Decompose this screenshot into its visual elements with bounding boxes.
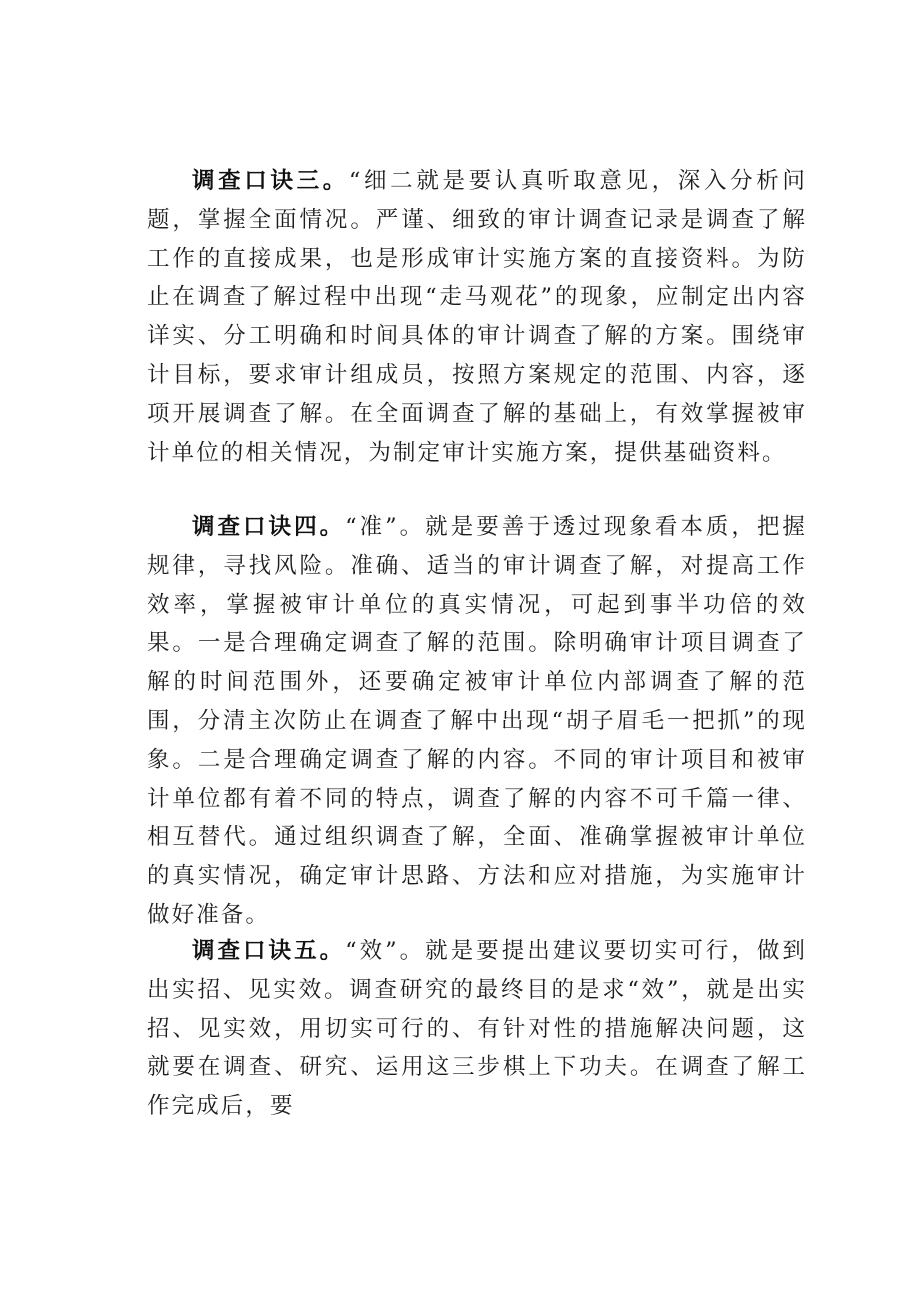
paragraph-heading: 调查口诀三。 bbox=[192, 168, 349, 194]
paragraph-body: “准”。就是要善于透过现象看本质，把握规律，寻找风险。准确、适当的审计调查了解，对提高工作效率，掌握被审计单位的真实情况，可起到事半功倍的效果。一是合理确定调查了解的范围。除明确审计项目调查了解的时间范围外，还要确定被审计单位内部调查了解的范围，分清主次防止在调查了解中出现“胡子眉毛一把抓”的现象。二是合理确定调查了解的内容。不同的审计项目和被审计单位都有着不同的特点，调查了解的内容不可千篇一律、相互替代。通过组织调查了解，全面、准确掌握被审计单位的真实情况，确定审计思路、方法和应对措施，为实施审计做好准备。 bbox=[147, 514, 808, 928]
paragraph-body: “细二就是要认真听取意见，深入分析问题，掌握全面情况。严谨、细致的审计调查记录是调查了解工作的直接成果，也是形成审计实施方案的直接资料。为防止在调查了解过程中出现“走马观花”的现象，应制定出内容详实、分工明确和时间具体的审计调查了解的方案。围绕审计目标，要求审计组成员，按照方案规定的范围、内容，逐项开展调查了解。在全面调查了解的基础上，有效掌握被审计单位的相关情况，为制定审计实施方案，提供基础资料。 bbox=[147, 168, 807, 466]
paragraph-mnemonic-five bbox=[147, 932, 807, 1126]
paragraph-heading: 调查口诀四。 bbox=[192, 514, 346, 540]
paragraph-mnemonic-three bbox=[147, 162, 807, 472]
paragraph-body: “效”。就是要提出建议要切实可行，做到出实招、见实效。调查研究的最终目的是求“效”，就是出实招、见实效，用切实可行的、有针对性的措施解决问题，这就要在调查、研究、运用这三步棋上下功夫。在调查了解工作完成后，要 bbox=[147, 938, 808, 1120]
paragraph-mnemonic-four bbox=[147, 508, 807, 935]
paragraph-heading: 调查口诀五。 bbox=[192, 938, 346, 964]
